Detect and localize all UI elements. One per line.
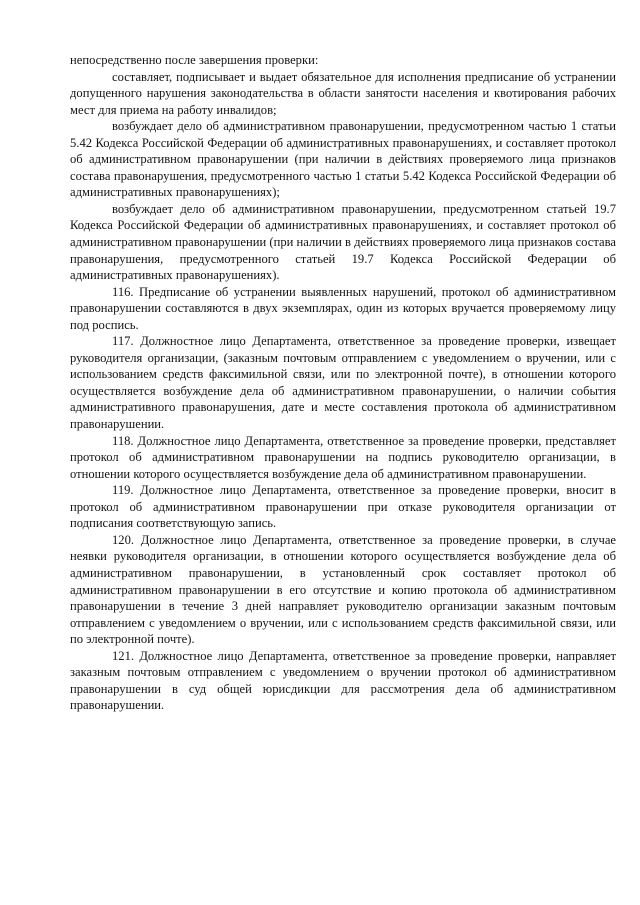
paragraph-case-19-7: возбуждает дело об административном правонарушении, предусмотренном статьей 19.7 Кодекса Российской Федерации об административных правонарушениях, и составляет протокол об административном правонарушении (при наличии в действиях проверяемого лица признаков состава правонарушения, предусмотренного статьей 19.7 Кодекса Российской Федерации об административных правонарушениях).: [70, 201, 616, 283]
document-page: [70, 52, 616, 714]
paragraph-116: 116. Предписание об устранении выявленных нарушений, протокол об административном правонарушении составляются в двух экземплярах, один из которых вручается проверяемому лицу под роспись.: [70, 284, 616, 332]
paragraph-120: 120. Должностное лицо Департамента, ответственное за проведение проверки, в случае неявки руководителя организации, в отношении которого осуществляется возбуждение дела об административном правонарушении, в установленный срок составляет протокол об административном правонарушении в его отсутствие и копию протокола об административном правонарушении в течение 3 дней направляет руководителю организации заказным почтовым отправлением с уведомлением о вручении, или с использованием средств факсимильной связи, или по электронной почте).: [70, 532, 616, 647]
paragraph-case-5-42: возбуждает дело об административном правонарушении, предусмотренном частью 1 статьи 5.42 Кодекса Российской Федерации об административных правонарушениях, и составляет протокол об административном правонарушении (при наличии в действиях проверяемого лица признаков состава правонарушения, предусмотренного частью 1 статьи 5.42 Кодекса Российской Федерации об административных правонарушениях);: [70, 119, 616, 200]
paragraph-119: 119. Должностное лицо Департамента, ответственное за проведение проверки, вносит в протокол об административном правонарушении при отказе руководителя организации от подписания соответствующую запись.: [70, 483, 616, 531]
paragraph-118: 118. Должностное лицо Департамента, ответственное за проведение проверки, представляет протокол об административном правонарушении на подпись руководителю организации, в отношении которого осуществляется возбуждение дела об административном правонарушении.: [70, 433, 616, 481]
paragraph-121: 121. Должностное лицо Департамента, ответственное за проведение проверки, направляет заказным почтовым отправлением с уведомлением о вручении протокол об административном правонарушении в суд общей юрисдикции для рассмотрения дела об административном правонарушении.: [70, 648, 616, 713]
paragraph-continuation: непосредственно после завершения проверки:: [70, 53, 319, 67]
paragraph-issue-order: составляет, подписывает и выдает обязательное для исполнения предписание об устранении допущенного нарушения законодательства в области занятости населения и квотирования рабочих мест для приема на работу инвалидов;: [70, 69, 616, 117]
paragraph-117: 117. Должностное лицо Департамента, ответственное за проведение проверки, извещает руководителя организации, (заказным почтовым отправлением с уведомлением о вручении, или с использованием средств факсимильной связи, или по электронной почте), в отношении которого осуществляется возбуждение дела об административном правонарушении, о наличии события административного правонарушения, дате и месте составления протокола об административном правонарушении.: [70, 334, 616, 432]
